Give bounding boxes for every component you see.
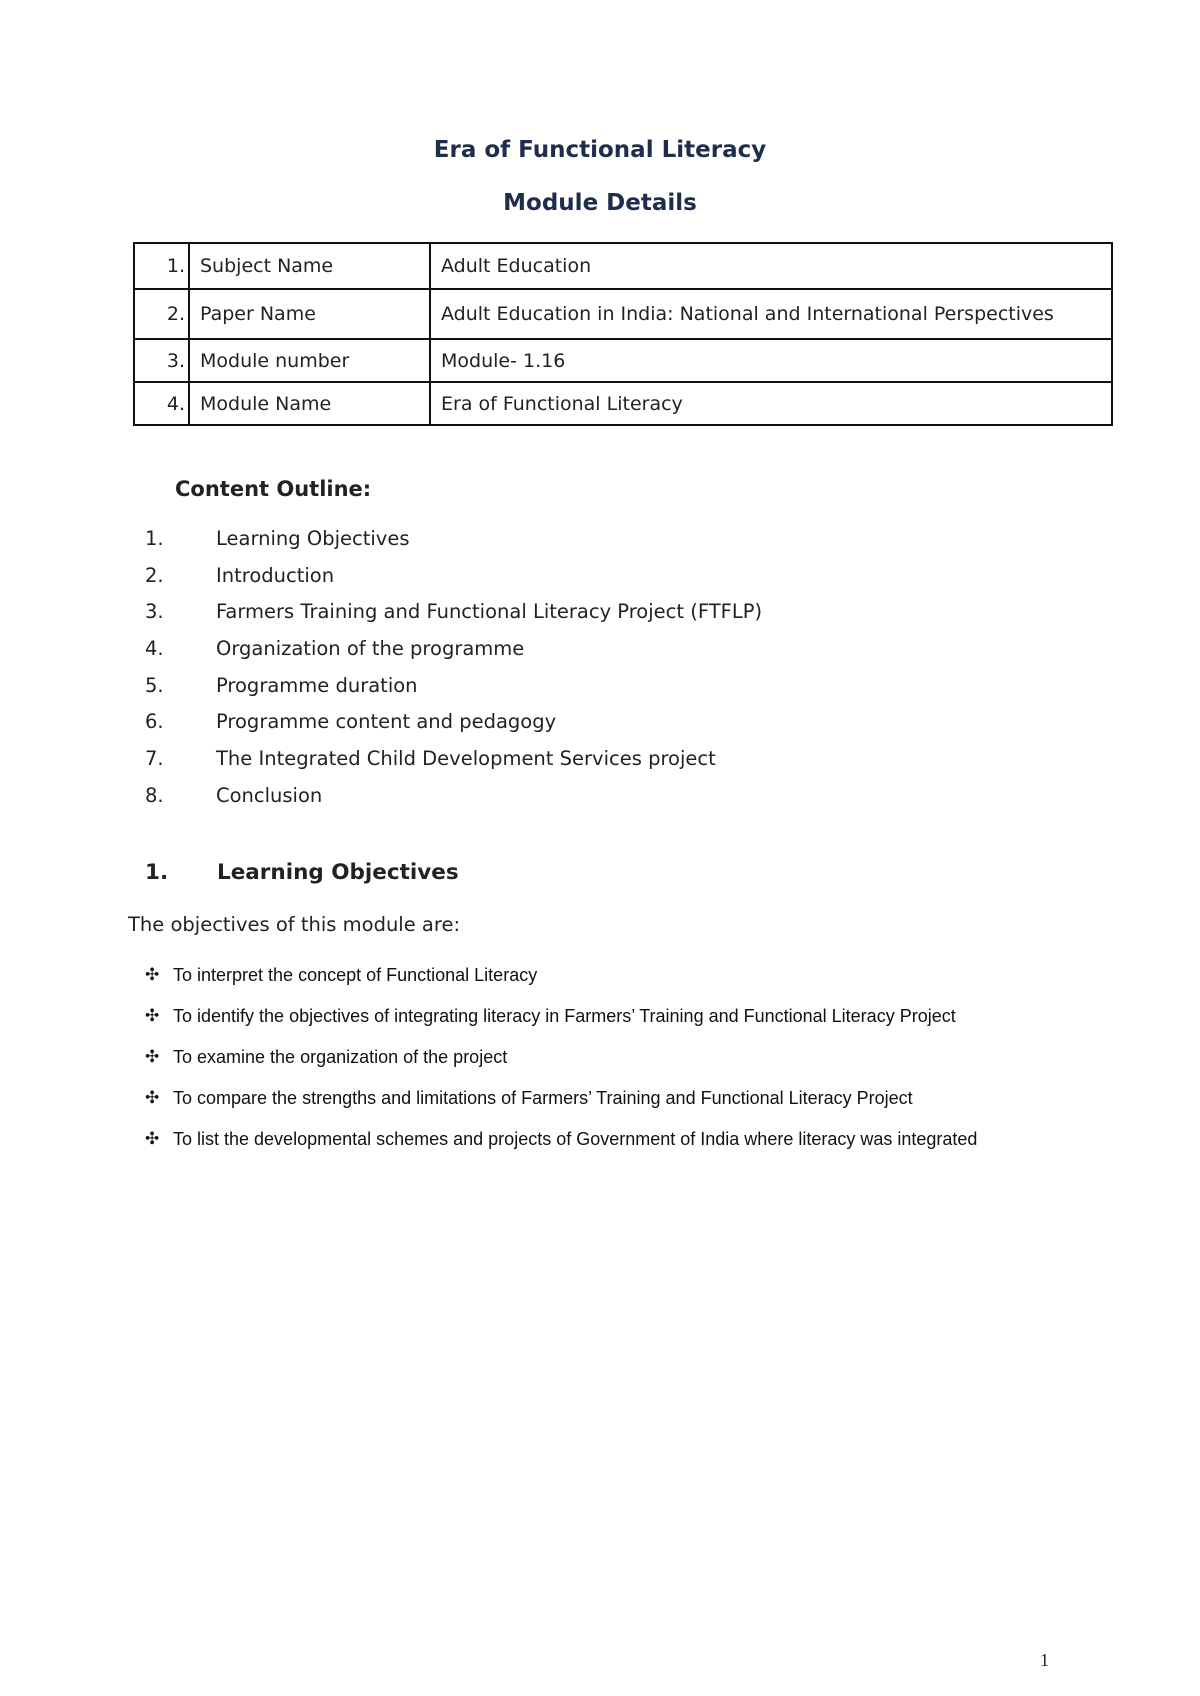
objective-text: To identify the objectives of integrating literacy in Farmers’ Training and Functional Literacy Project <box>173 1006 956 1026</box>
list-item <box>145 962 977 1003</box>
list-item-number: 7. <box>145 747 164 771</box>
list-item-number: 4. <box>145 637 164 661</box>
bullet-icon: ✣ <box>145 1129 160 1149</box>
row-label: Module Name <box>189 382 430 425</box>
page-number: 1 <box>1040 1650 1049 1670</box>
list-item-text: Learning Objectives <box>216 527 410 550</box>
list-item-text: Introduction <box>216 563 335 587</box>
row-label: Paper Name <box>189 289 430 339</box>
list-item-text: Programme content and pedagogy <box>216 710 557 734</box>
section-number: 1. <box>145 860 169 885</box>
row-value: Adult Education in India: National and International Perspectives <box>430 289 1112 339</box>
list-item-number: 8. <box>145 783 164 807</box>
document-subtitle: Module Details <box>503 190 697 216</box>
content-outline-heading: Content Outline: <box>175 477 372 501</box>
learning-objectives-heading <box>145 860 459 885</box>
table-row <box>134 243 1112 289</box>
objective-text: To compare the strengths and limitations of Farmers’ Training and Functional Literacy Project <box>173 1088 913 1108</box>
document-title: Era of Functional Literacy <box>433 137 767 163</box>
list-item-text: Farmers Training and Functional Literacy Project (FTFLP) <box>216 600 763 624</box>
list-item-text: Conclusion <box>216 783 323 807</box>
table-row <box>134 339 1112 382</box>
list-item-number: 1. <box>145 527 164 550</box>
table-row <box>134 289 1112 339</box>
list-item <box>145 1126 977 1167</box>
list-item-number: 5. <box>145 673 164 697</box>
row-number: 2. <box>134 289 189 339</box>
table-row <box>134 382 1112 425</box>
bullet-icon: ✣ <box>145 965 160 985</box>
objective-text: To examine the organization of the project <box>173 1047 508 1067</box>
list-item-text: Organization of the programme <box>216 637 525 661</box>
row-number: 3. <box>134 339 189 382</box>
row-value: Adult Education <box>430 243 1112 289</box>
list-item <box>145 1003 977 1044</box>
objective-text: To interpret the concept of Functional Literacy <box>173 965 538 985</box>
objectives-intro: The objectives of this module are: <box>128 913 461 936</box>
row-value: Era of Functional Literacy <box>430 382 1112 425</box>
bullet-icon: ✣ <box>145 1006 160 1026</box>
section-title: Learning Objectives <box>217 860 459 885</box>
bullet-icon: ✣ <box>145 1047 160 1067</box>
row-value: Module- 1.16 <box>430 339 1112 382</box>
objective-text: To list the developmental schemes and projects of Government of India where literacy was integrated <box>173 1129 978 1149</box>
list-item-number: 6. <box>145 710 164 734</box>
row-number: 1. <box>134 243 189 289</box>
list-item <box>145 1085 977 1126</box>
list-item-text: The Integrated Child Development Services project <box>216 747 716 771</box>
module-details-table <box>133 242 1113 426</box>
list-item-text: Programme duration <box>216 673 418 697</box>
list-item <box>145 1044 977 1085</box>
row-label: Subject Name <box>189 243 430 289</box>
row-number: 4. <box>134 382 189 425</box>
row-label: Module number <box>189 339 430 382</box>
bullet-icon: ✣ <box>145 1088 160 1108</box>
list-item-number: 3. <box>145 600 164 624</box>
list-item-number: 2. <box>145 563 164 587</box>
objectives-list <box>145 962 977 1167</box>
